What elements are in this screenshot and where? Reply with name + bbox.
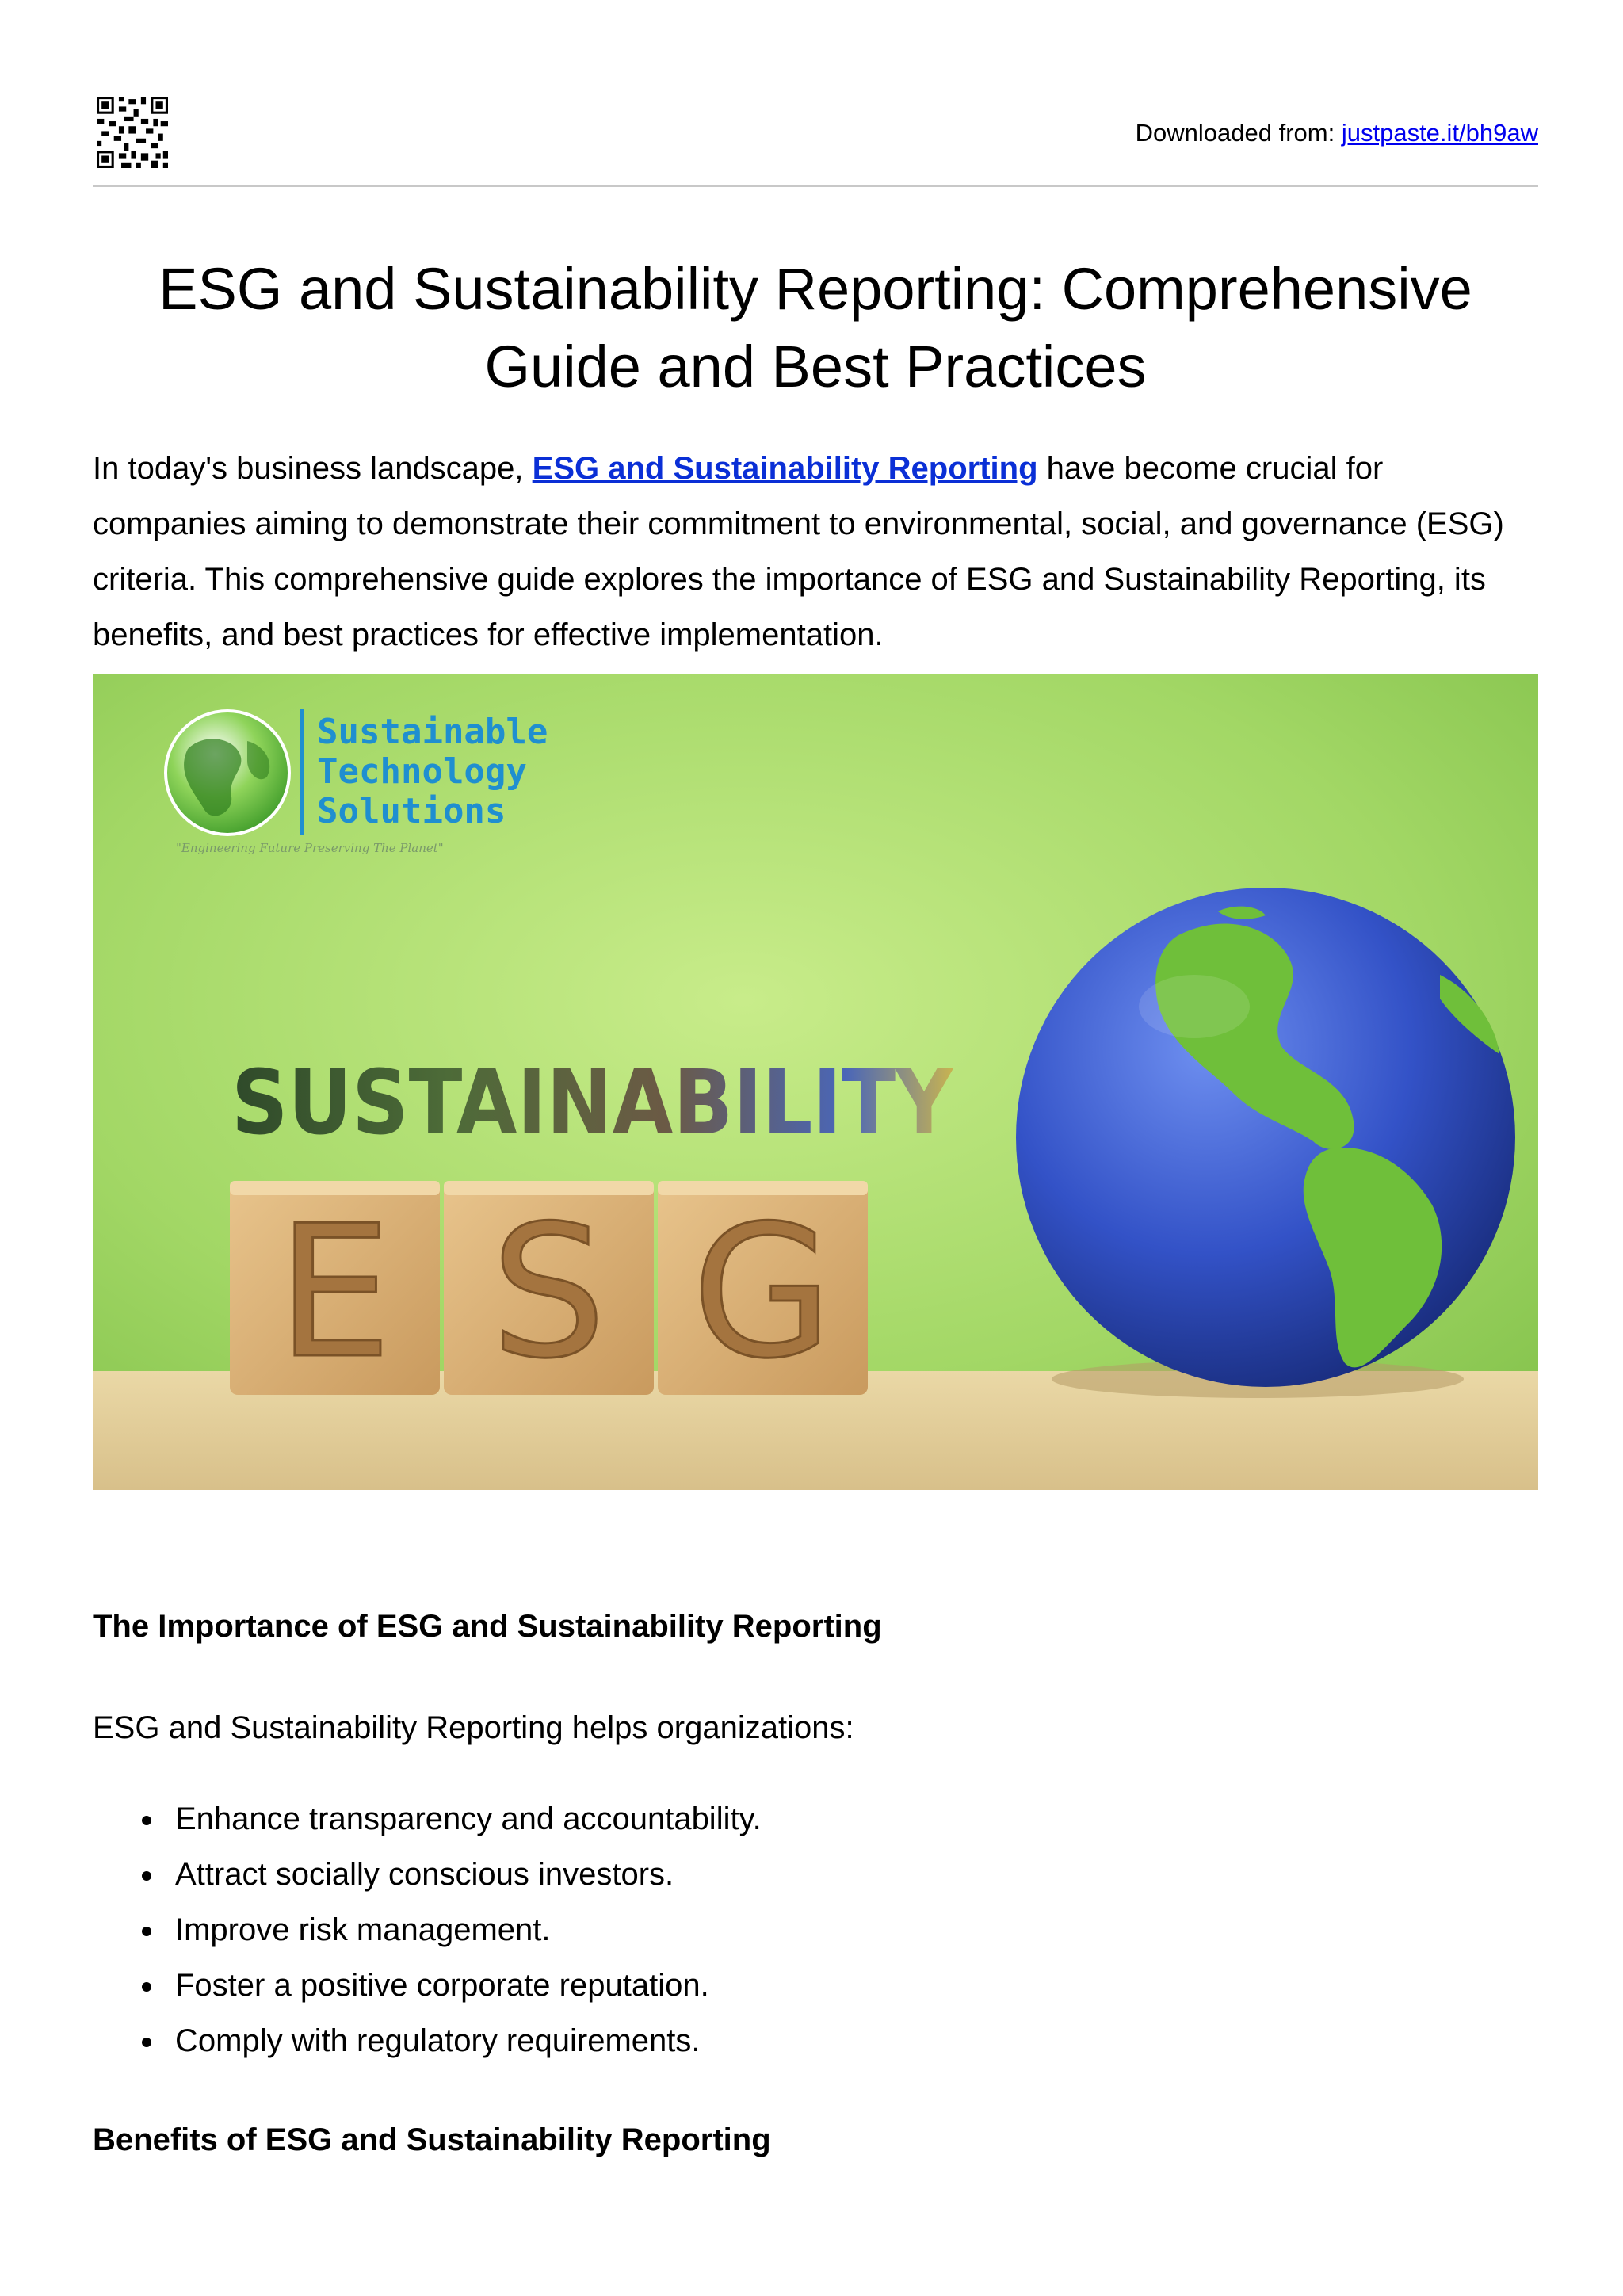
sustainability-word: SUSTAINABILITY: [231, 1052, 954, 1155]
list-item: Improve risk management.: [93, 1906, 762, 1962]
block-letter-e: E: [277, 1187, 392, 1399]
page-title: ESG and Sustainability Reporting: Comprehensive Guide and Best Practices: [158, 256, 1472, 399]
hero-image: [93, 674, 1538, 1490]
intro-paragraph: In today's business landscape, ESG and Sustainability Reporting have become crucial for companies aiming to demonstrate their commitment to environmental, social, and governance (ESG) criteria. This comprehensive guide explores the importance of ESG and Sustainability Reporting, its benefits, and best practices for effective implementation.: [93, 451, 1504, 652]
logo-line-3: Solutions: [317, 791, 506, 831]
page-header: [93, 97, 1538, 187]
block-letter-g: G: [691, 1187, 834, 1399]
list-item: Attract socially conscious investors.: [93, 1851, 762, 1906]
source-link[interactable]: justpaste.it/bh9aw: [1341, 119, 1538, 147]
list-item: Foster a positive corporate reputation.: [93, 1962, 762, 2017]
importance-list: [93, 1795, 762, 2073]
section-heading-benefits: Benefits of ESG and Sustainability Reporting: [93, 2122, 771, 2157]
logo-tagline: "Engineering Future Preserving The Planet": [176, 841, 444, 855]
list-item: Enhance transparency and accountability.: [93, 1795, 762, 1851]
logo-line-2: Technology: [317, 751, 527, 792]
qr-code-icon: [97, 97, 168, 168]
esg-reporting-link[interactable]: ESG and Sustainability Reporting: [532, 451, 1038, 486]
downloaded-from-text: Downloaded from: justpaste.it/bh9aw: [1135, 119, 1538, 147]
logo-line-1: Sustainable: [317, 712, 548, 752]
list-item: Comply with regulatory requirements.: [93, 2017, 762, 2073]
section-heading-importance: The Importance of ESG and Sustainability Reporting: [93, 1609, 882, 1644]
esg-blocks: [230, 1181, 868, 1399]
block-letter-s: S: [491, 1187, 606, 1399]
section-intro-text: ESG and Sustainability Reporting helps organizations:: [93, 1710, 854, 1745]
